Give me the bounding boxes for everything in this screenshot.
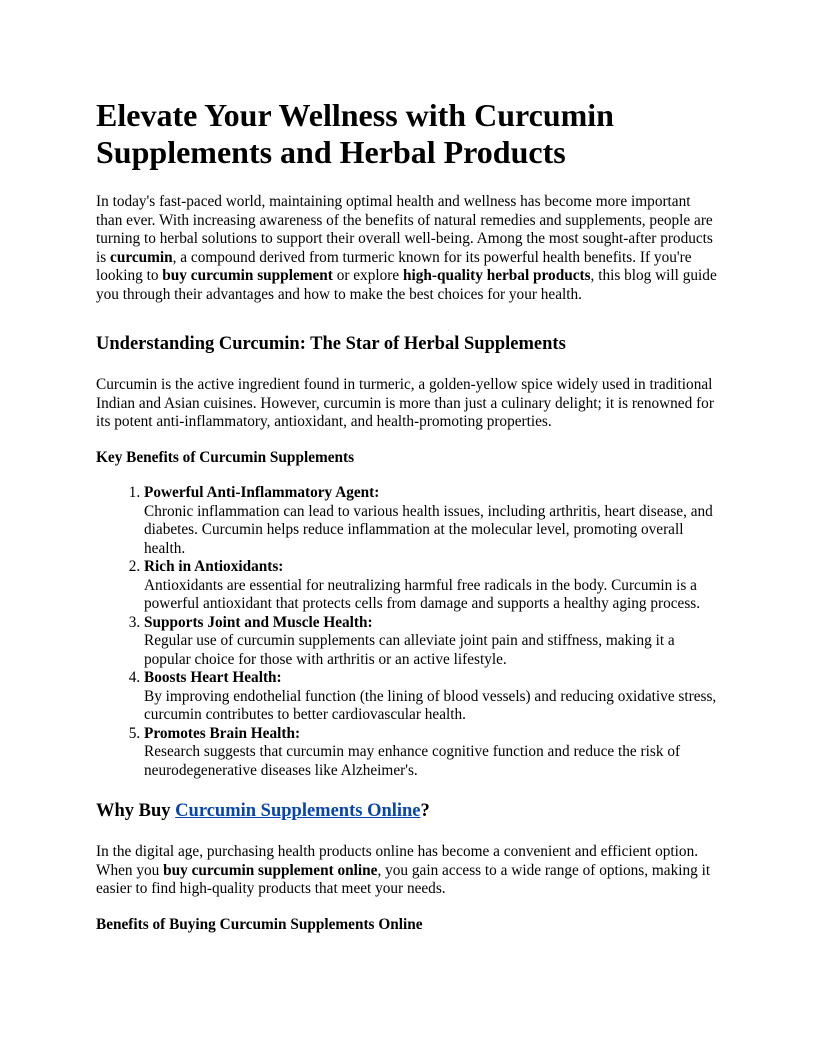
why-buy-suffix: ? bbox=[420, 801, 430, 821]
intro-bold-herbal-products: high-quality herbal products bbox=[402, 267, 591, 284]
benefit-lead: 5. Promotes Brain Health: bbox=[144, 724, 301, 742]
list-item bbox=[144, 669, 720, 725]
list-item bbox=[144, 725, 720, 781]
online-text-2: , you gain access to a wide range of options, making it easier to find high-quality products that meet your needs. bbox=[96, 861, 711, 897]
page-title: Elevate Your Wellness with Curcumin Supplements and Herbal Products bbox=[96, 97, 614, 170]
section-heading-understanding: Understanding Curcumin: The Star of Herbal Supplements bbox=[96, 334, 566, 354]
online-text-1: In the digital age, purchasing health products online has become a convenient and efficient option. When you bbox=[96, 843, 699, 879]
why-buy-prefix: Why Buy bbox=[96, 801, 176, 821]
section-paragraph-online bbox=[96, 843, 720, 899]
intro-bold-curcumin: curcumin bbox=[110, 248, 173, 266]
benefit-text: Antioxidants are essential for neutralizing harmful free radicals in the body. Curcumin is a powerful antioxidant that protects cells from damage and supports a healthy aging process. bbox=[144, 576, 701, 612]
benefit-lead: 1. Powerful Anti-Inflammatory Agent: bbox=[144, 484, 380, 501]
benefit-text: Research suggests that curcumin may enhance cognitive function and reduce the risk of neurodegenerative diseases like Alzheimer's. bbox=[144, 743, 681, 779]
section-paragraph-understanding: Curcumin is the active ingredient found in turmeric, a golden-yellow spice widely used in traditional Indian and Asian cuisines. However, curcumin is more than just a culinary delight; it is renowned for its potent anti-inflammatory, antioxidant, and health-promoting properties. bbox=[96, 376, 714, 430]
curcumin-supplements-online-link[interactable]: Curcumin Supplements Online bbox=[175, 801, 421, 821]
benefit-lead: 3. Supports Joint and Muscle Health: bbox=[144, 613, 373, 631]
list-item bbox=[144, 558, 720, 614]
section-heading-why-buy bbox=[96, 800, 720, 822]
list-item bbox=[144, 614, 720, 670]
benefit-text: By improving endothelial function (the lining of blood vessels) and reducing oxidative stress, curcumin contributes to better cardiovascular health. bbox=[144, 687, 717, 723]
subheading-key-benefits: Key Benefits of Curcumin Supplements bbox=[96, 448, 355, 466]
intro-text-2: , a compound derived from turmeric known for its powerful health benefits. If you're looking to bbox=[96, 248, 692, 284]
intro-bold-buy-supplement: buy curcumin supplement bbox=[162, 267, 333, 284]
intro-text-4: , this blog will guide you through their advantages and how to make the best choices for your health. bbox=[96, 267, 717, 303]
list-item bbox=[144, 484, 720, 558]
benefits-list bbox=[96, 484, 720, 780]
intro-paragraph bbox=[96, 193, 720, 304]
online-bold-buy-online: buy curcumin supplement online bbox=[163, 861, 378, 879]
subheading-benefits-online: Benefits of Buying Curcumin Supplements Online bbox=[96, 915, 423, 933]
intro-text-3: or explore bbox=[332, 267, 403, 284]
benefit-text: Chronic inflammation can lead to various health issues, including arthritis, heart disease, and diabetes. Curcumin helps reduce inflammation at the molecular level, promoting overall health. bbox=[144, 502, 713, 557]
benefit-lead: 4. Boosts Heart Health: bbox=[144, 669, 282, 686]
benefit-text: Regular use of curcumin supplements can alleviate joint pain and stiffness, making it a popular choice for those with arthritis or an active lifestyle. bbox=[144, 632, 675, 668]
intro-text-1: In today's fast-paced world, maintaining optimal health and wellness has become more important than ever. With increasing awareness of the benefits of natural remedies and supplements, people are turning to herbal solutions to support their overall well-being. Among the most sought-after products is bbox=[96, 193, 713, 266]
benefit-lead: 2. Rich in Antioxidants: bbox=[144, 558, 284, 575]
